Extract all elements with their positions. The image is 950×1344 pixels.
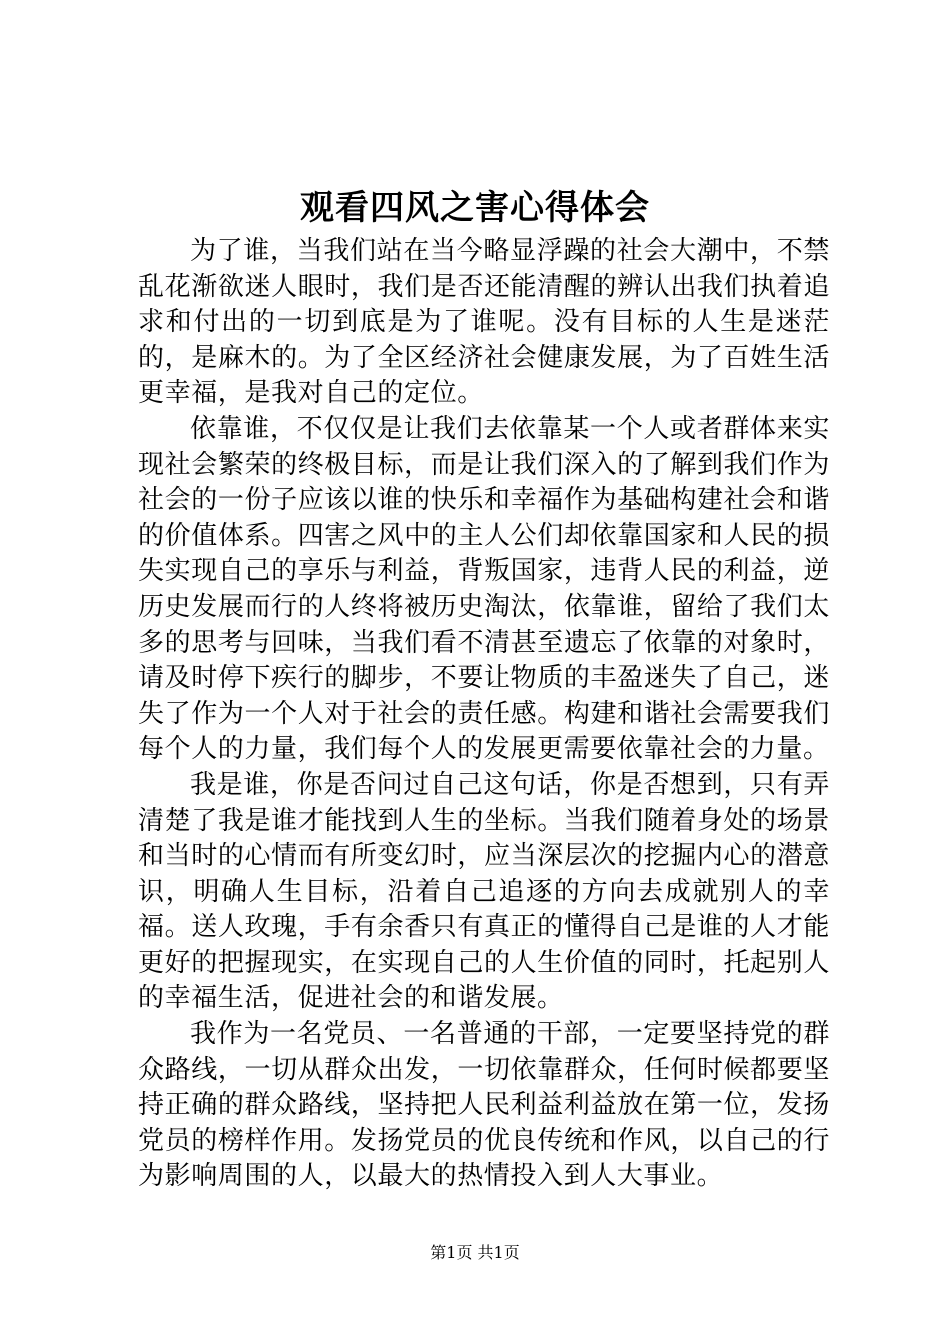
paragraph-1: 为了谁，当我们站在当今略显浮躁的社会大潮中，不禁乱花渐欲迷人眼时，我们是否还能清醒的辨认出我们执着追求和付出的一切到底是为了谁呢。没有目标的人生是迷茫的，是麻木的。为了全区经济社会健康发展，为了百姓生活更幸福，是我对自己的定位。 [138, 236, 830, 409]
document-body [138, 234, 830, 1195]
paragraph-2: 依靠谁，不仅仅是让我们去依靠某一个人或者群体来实现社会繁荣的终极目标，而是让我们深入的了解到我们作为社会的一份子应该以谁的快乐和幸福作为基础构建社会和谐的价值体系。四害之风中的主人公们却依靠国家和人民的损失实现自己的享乐与利益，背叛国家，违背人民的利益，逆历史发展而行的人终将被历史淘汰，依靠谁，留给了我们太多的思考与回味，当我们看不清甚至遗忘了依靠的对象时，请及时停下疾行的脚步，不要让物质的丰盈迷失了自己，迷失了作为一个人对于社会的责任感。构建和谐社会需要我们每个人的力量，我们每个人的发展更需要依靠社会的力量。 [138, 413, 830, 765]
paragraph-3: 我是谁，你是否问过自己这句话，你是否想到，只有弄清楚了我是谁才能找到人生的坐标。当我们随着身处的场景和当时的心情而有所变幻时，应当深层次的挖掘内心的潜意识，明确人生目标，沿着自己追逐的方向去成就别人的幸福。送人玫瑰，手有余香只有真正的懂得自己是谁的人才能更好的把握现实，在实现自己的人生价值的同时，托起别人的幸福生活，促进社会的和谐发展。 [138, 769, 830, 1014]
document-title: 观看四风之害心得体会 [300, 188, 650, 228]
page-footer: 第1页 共1页 [430, 1243, 520, 1262]
paragraph-4: 我作为一名党员、一名普通的干部，一定要坚持党的群众路线，一切从群众出发，一切依靠群众，任何时候都要坚持正确的群众路线，坚持把人民利益利益放在第一位，发扬党员的榜样作用。发扬党员的优良传统和作风，以自己的行为影响周围的人，以最大的热情投入到人大事业。 [138, 1019, 830, 1192]
